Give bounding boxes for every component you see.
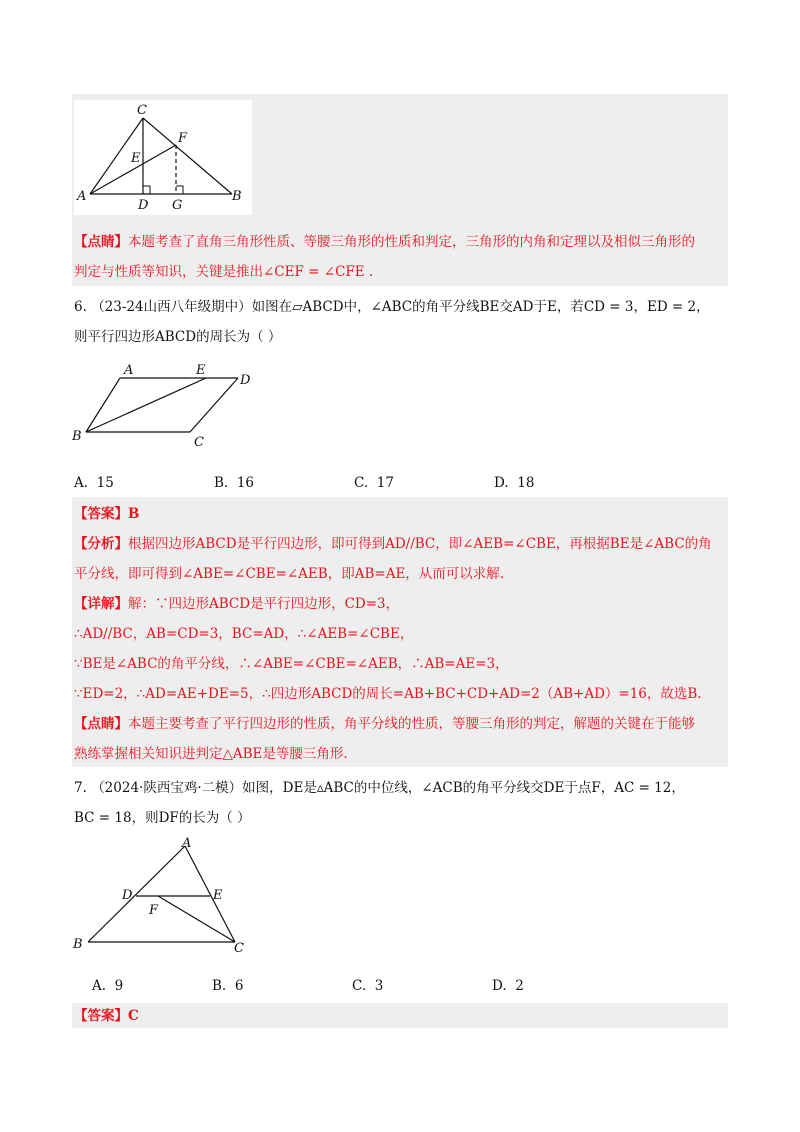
q5-comment-line1	[74, 232, 695, 252]
fig5-label-b: B	[232, 189, 242, 204]
q6-comment-line2: 熟练掌握相关知识进判定△ABE是等腰三角形.	[74, 746, 348, 762]
fig5-label-e: E	[131, 151, 141, 166]
fig7-label-f: F	[149, 903, 159, 918]
q6-option-a: A. 15	[74, 475, 114, 491]
q6-number: 6.	[74, 299, 87, 315]
q7-answer-line	[74, 1006, 139, 1026]
q6-detail-line3: ∵BE是∠ABC的角平分线，∴∠ABE=∠CBE=∠AEB，∴AB=AE=3，	[74, 656, 509, 672]
q6-comment-line1	[74, 714, 695, 734]
fig6-label-b: B	[72, 429, 82, 444]
q7-option-d: D. 2	[492, 978, 524, 994]
q6-comment-tag: 【点睛】	[74, 716, 128, 732]
q7-option-b: B. 6	[212, 978, 244, 994]
q6-detail-tag: 【详解】	[74, 596, 128, 612]
q6-analysis-line2: 平分线，即可得到∠ABE=∠CBE=∠AEB，即AB=AE，从而可以求解.	[74, 566, 505, 582]
fig5-label-c: C	[137, 103, 147, 118]
q7-option-c: C. 3	[352, 978, 384, 994]
q6-answer-line	[74, 504, 139, 524]
q7-figure	[70, 836, 260, 956]
q7-answer-tag: 【答案】	[74, 1008, 128, 1024]
q6-detail-line1	[74, 594, 399, 614]
q6-stem-line2: 则平行四边形ABCD的周长为（ ）	[74, 329, 282, 345]
fig7-label-e: E	[213, 888, 223, 903]
fig6-label-c: C	[194, 435, 204, 450]
q6-analysis-tag: 【分析】	[74, 536, 128, 552]
q6-comment-text1: 本题主要考查了平行四边形的性质，角平分线的性质，等腰三角形的判定，解题的关键在于能够	[128, 716, 695, 732]
q6-detail-line2: ∴AD//BC，AB=CD=3，BC=AD，∴∠AEB=∠CBE，	[74, 626, 414, 642]
q7-answer-block	[72, 1003, 728, 1028]
fig5-label-d: D	[138, 198, 149, 213]
q5-comment-line2: 判定与性质等知识，关键是推出∠CEF = ∠CFE .	[74, 264, 374, 280]
q7-answer-value: C	[128, 1008, 139, 1024]
q6-stem-line1	[74, 297, 710, 317]
q7-option-a: A. 9	[92, 978, 124, 994]
q6-analysis-text1: 根据四边形ABCD是平行四边形，即可得到AD//BC，即∠AEB=∠CBE，再根据BE是∠ABC的角	[128, 536, 712, 552]
q7-number: 7.	[74, 780, 87, 796]
q6-option-b: B. 16	[214, 475, 254, 491]
q7-stem-line1	[74, 778, 685, 798]
q6-figure	[66, 360, 266, 455]
q6-analysis-line1	[74, 534, 712, 554]
q6-stem-text1: 如图在▱ABCD中，∠ABC的角平分线BE交AD于E，若CD = 3，ED = 2，	[251, 299, 710, 315]
q5-comment-text1: 本题考查了直角三角形性质、等腰三角形的性质和判定，三角形的内角和定理以及相似三角形的	[128, 234, 695, 250]
q6-answer-tag: 【答案】	[74, 506, 128, 522]
q6-detail-text1: 解：∵四边形ABCD是平行四边形，CD=3，	[128, 596, 400, 612]
fig7-label-a: A	[182, 836, 192, 851]
fig6-label-d: D	[240, 373, 251, 388]
fig7-label-d: D	[122, 888, 133, 903]
q6-source: （23-24山西八年级期中）	[91, 299, 252, 315]
fig5-label-a: A	[77, 189, 87, 204]
q5-figure	[74, 100, 252, 215]
q7-stem-line2: BC = 18，则DF的长为（ ）	[74, 810, 251, 826]
fig5-label-f: F	[178, 131, 188, 146]
fig6-label-a: A	[124, 363, 134, 378]
q7-stem-text1: 如图，DE是▵ABC的中位线，∠ACB的角平分线交DE于点F，AC = 12，	[242, 780, 685, 796]
fig7-label-c: C	[234, 941, 244, 956]
q6-option-c: C. 17	[354, 475, 394, 491]
q6-option-d: D. 18	[494, 475, 535, 491]
fig6-label-e: E	[196, 363, 206, 378]
fig7-label-b: B	[73, 937, 83, 952]
fig5-label-g: G	[172, 198, 183, 213]
q7-source: （2024·陕西宝鸡·二模）	[91, 780, 243, 796]
q5-comment-tag: 【点睛】	[74, 234, 128, 250]
q6-answer-value: B	[128, 506, 140, 522]
q6-detail-line4: ∵ED=2，∴AD=AE+DE=5，∴四边形ABCD的周长=AB+BC+CD+AD=2（AB+AD）=16，故选B.	[74, 686, 702, 702]
